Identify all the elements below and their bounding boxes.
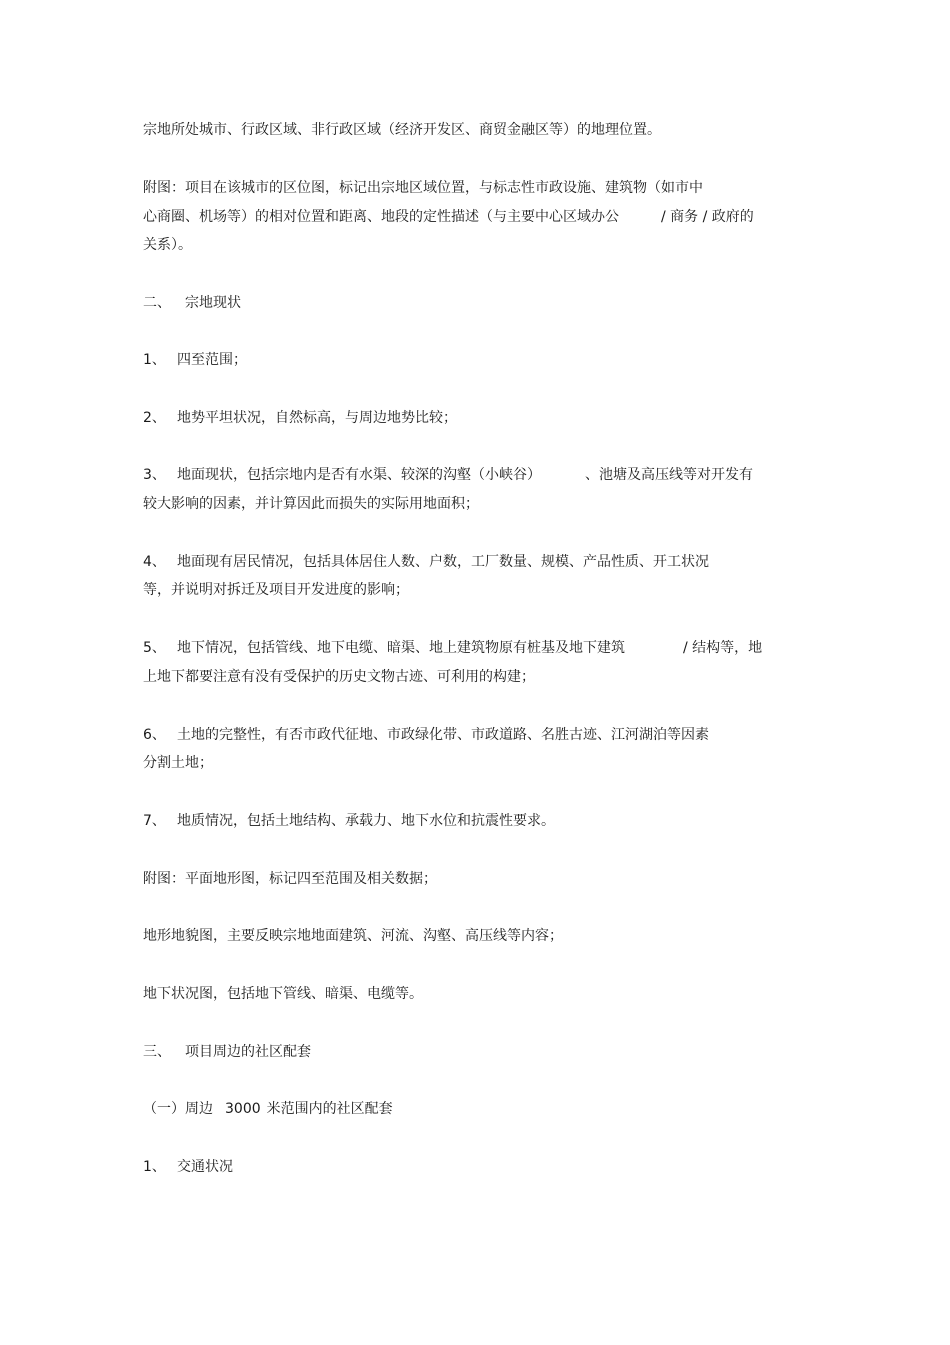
section3-heading [143,1042,311,1062]
item-text: 地势平坦状况，自然标高，与周边地势比较； [177,410,457,426]
list-item [143,465,753,485]
list-item-continuation: 分割土地； [143,755,213,771]
list-item-continuation: 上地下都要注意有没有受保护的历史文物古迹、可利用的构建； [143,669,535,685]
list-item [143,408,457,428]
item-number: 1、 [143,352,166,368]
list-item [143,1157,233,1177]
item-text: 四至范围； [177,352,247,368]
item-number: 7、 [143,813,166,829]
section2-number: 二、 [143,295,171,311]
item-text: 交通状况 [177,1159,233,1175]
item-number: 4、 [143,554,166,570]
appendix1-line2 [143,207,754,227]
item-text-continued: / 结构等，地 [683,640,763,656]
list-item [143,638,762,658]
section3-title: 项目周边的社区配套 [185,1044,311,1060]
item-number: 2、 [143,410,166,426]
subsection1-suffix: 米范围内的社区配套 [266,1101,393,1117]
subsection1-heading [143,1099,393,1119]
appendix1-line2-a: 心商圈、机场等）的相对位置和距离、地段的定性描述（与主要中心区域办公 [143,209,619,225]
section2-title: 宗地现状 [185,295,241,311]
item-number: 6、 [143,727,166,743]
item-text: 地下情况，包括管线、地下电缆、暗渠、地上建筑物原有桩基及地下建筑 [177,640,625,656]
list-item [143,350,247,370]
item-number: 5、 [143,640,166,656]
appendix2-line1: 附图：平面地形图，标记四至范围及相关数据； [143,871,437,887]
appendix1-line1: 附图：项目在该城市的区位图，标记出宗地区域位置，与标志性市政设施、建筑物（如市中 [143,180,703,196]
section2-heading [143,293,241,313]
item-text-continued: 、池塘及高压线等对开发有 [585,467,753,483]
section3-number: 三、 [143,1044,171,1060]
subsection1-prefix: （一）周边 [143,1101,213,1117]
list-item-continuation: 较大影响的因素，并计算因此而损失的实际用地面积； [143,496,479,512]
list-item-continuation: 等，并说明对拆迁及项目开发进度的影响； [143,582,409,598]
item-text: 地面现状，包括宗地内是否有水渠、较深的沟壑（小峡谷） [177,467,541,483]
list-item [143,811,555,831]
list-item [143,552,709,572]
appendix2-line2: 地形地貌图，主要反映宗地地面建筑、河流、沟壑、高压线等内容； [143,928,563,944]
subsection1-value: 3000 [225,1101,261,1117]
appendix2-line3: 地下状况图，包括地下管线、暗渠、电缆等。 [143,986,423,1002]
item-text: 地面现有居民情况，包括具体居住人数、户数，工厂数量、规模、产品性质、开工状况 [177,554,709,570]
item-text: 地质情况，包括土地结构、承载力、地下水位和抗震性要求。 [177,813,555,829]
item-text: 土地的完整性，有否市政代征地、市政绿化带、市政道路、名胜古迹、江河湖泊等因素 [177,727,709,743]
list-item [143,725,709,745]
appendix1-line3: 关系）。 [143,237,192,253]
appendix1-line2-b: / 商务 / 政府的 [661,209,754,225]
item-number: 1、 [143,1159,166,1175]
intro-paragraph: 宗地所处城市、行政区域、非行政区域（经济开发区、商贸金融区等）的地理位置。 [143,122,661,138]
item-number: 3、 [143,467,166,483]
